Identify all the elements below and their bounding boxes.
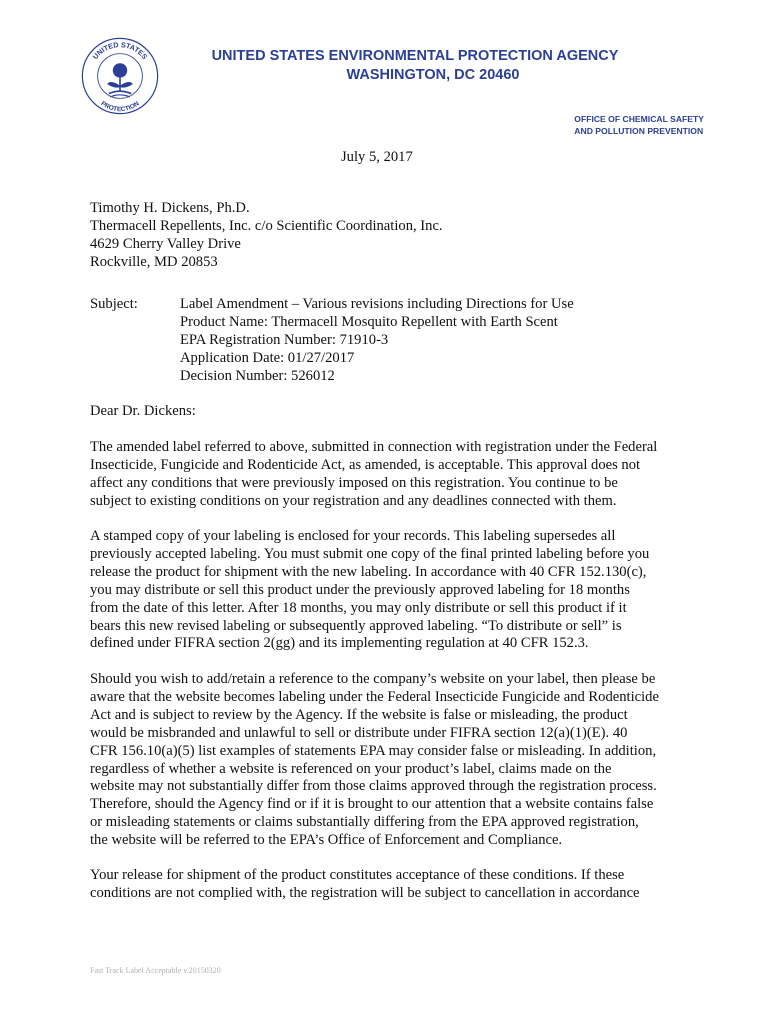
- address-line: Thermacell Repellents, Inc. c/o Scientific Coordination, Inc.: [90, 217, 443, 234]
- paragraph-line: from the date of this letter. After 18 months, you may only distribute or sell this product if it: [90, 599, 627, 616]
- paragraph-line: affect any conditions that were previously imposed on this registration. You continue to be: [90, 474, 618, 491]
- svg-text:UNITED STATES: UNITED STATES: [90, 40, 150, 62]
- paragraph-line: website may not substantially differ from those claims approved through the registration process.: [90, 778, 657, 795]
- agency-name: UNITED STATES ENVIRONMENTAL PROTECTION AGENCY: [211, 48, 619, 64]
- subject-line: Decision Number: 526012: [180, 367, 335, 384]
- address-line: Rockville, MD 20853: [90, 253, 218, 270]
- paragraph-line: Your release for shipment of the product constitutes acceptance of these conditions. If these: [90, 867, 625, 883]
- office-header: [574, 113, 704, 137]
- letter-date: July 5, 2017: [341, 149, 413, 165]
- address-line: Timothy H. Dickens, Ph.D.: [90, 200, 250, 216]
- salutation: Dear Dr. Dickens:: [90, 403, 196, 419]
- paragraph-line: The amended label referred to above, submitted in connection with registration under the Federal: [90, 439, 658, 455]
- office-line-1: OFFICE OF CHEMICAL SAFETY: [574, 114, 704, 124]
- paragraph-2: [90, 528, 690, 653]
- paragraph-3: [90, 671, 690, 850]
- paragraph-line: regardless of whether a website is referenced on your product’s label, claims made on the: [90, 760, 612, 777]
- paragraph-line: Insecticide, Fungicide and Rodenticide Act, as amended, is acceptable. This approval does not: [90, 456, 641, 473]
- footer-version: Fast Track Label Acceptable v.20150320: [90, 966, 221, 975]
- paragraph-line: Should you wish to add/retain a reference to the company’s website on your label, then please be: [90, 671, 656, 687]
- subject-line: Product Name: Thermacell Mosquito Repellent with Earth Scent: [180, 313, 558, 330]
- paragraph-line: or misleading statements or claims substantially differing from the EPA approved registration,: [90, 814, 639, 831]
- epa-seal-logo: [80, 36, 160, 116]
- paragraph-line: conditions are not complied with, the registration will be subject to cancellation in accordance: [90, 884, 640, 901]
- subject-line: Application Date: 01/27/2017: [180, 349, 355, 366]
- subject-lines: [180, 296, 574, 386]
- subject-label: Subject:: [90, 296, 138, 312]
- paragraph-line: Act and is subject to review by the Agency. If the website is false or misleading, the product: [90, 706, 628, 723]
- paragraph-line: previously accepted labeling. You must submit one copy of the final printed labeling before you: [90, 545, 650, 562]
- paragraph-line: subject to existing conditions on your registration and any deadlines connected with them.: [90, 492, 617, 509]
- paragraph-4: [90, 867, 690, 903]
- subject-line: EPA Registration Number: 71910-3: [180, 331, 389, 348]
- paragraph-line: aware that the website becomes labeling under the Federal Insecticide Fungicide and Rodenticide: [90, 688, 659, 705]
- agency-header: [180, 47, 650, 85]
- paragraph-line: Therefore, should the Agency find or if it is brought to our attention that a website contains false: [90, 796, 654, 813]
- recipient-address: [90, 200, 443, 272]
- paragraph-line: CFR 156.10(a)(5) list examples of statements EPA may consider false or misleading. In addition,: [90, 742, 657, 759]
- paragraph-line: defined under FIFRA section 2(gg) and its implementing regulation at 40 CFR 152.3.: [90, 635, 589, 652]
- agency-address: WASHINGTON, DC 20460: [346, 67, 520, 83]
- paragraph-1: [90, 439, 690, 511]
- subject-line: Label Amendment – Various revisions including Directions for Use: [180, 296, 574, 312]
- office-line-2: AND POLLUTION PREVENTION: [574, 126, 704, 136]
- svg-text:PROTECTION: PROTECTION: [99, 100, 141, 114]
- paragraph-line: bears this new revised labeling or subsequently approved labeling. “To distribute or sell” is: [90, 617, 622, 634]
- paragraph-line: would be misbranded and unlawful to sell or distribute under FIFRA section 12(a)(1)(E). 40: [90, 724, 628, 741]
- paragraph-line: A stamped copy of your labeling is enclosed for your records. This labeling supersedes all: [90, 528, 616, 544]
- address-line: 4629 Cherry Valley Drive: [90, 235, 241, 252]
- paragraph-line: release the product for shipment with the new labeling. In accordance with 40 CFR 152.130(c),: [90, 563, 647, 580]
- paragraph-line: the website will be referred to the EPA’s Office of Enforcement and Compliance.: [90, 832, 563, 849]
- paragraph-line: you may distribute or sell this product under the previously approved labeling for 18 months: [90, 581, 630, 598]
